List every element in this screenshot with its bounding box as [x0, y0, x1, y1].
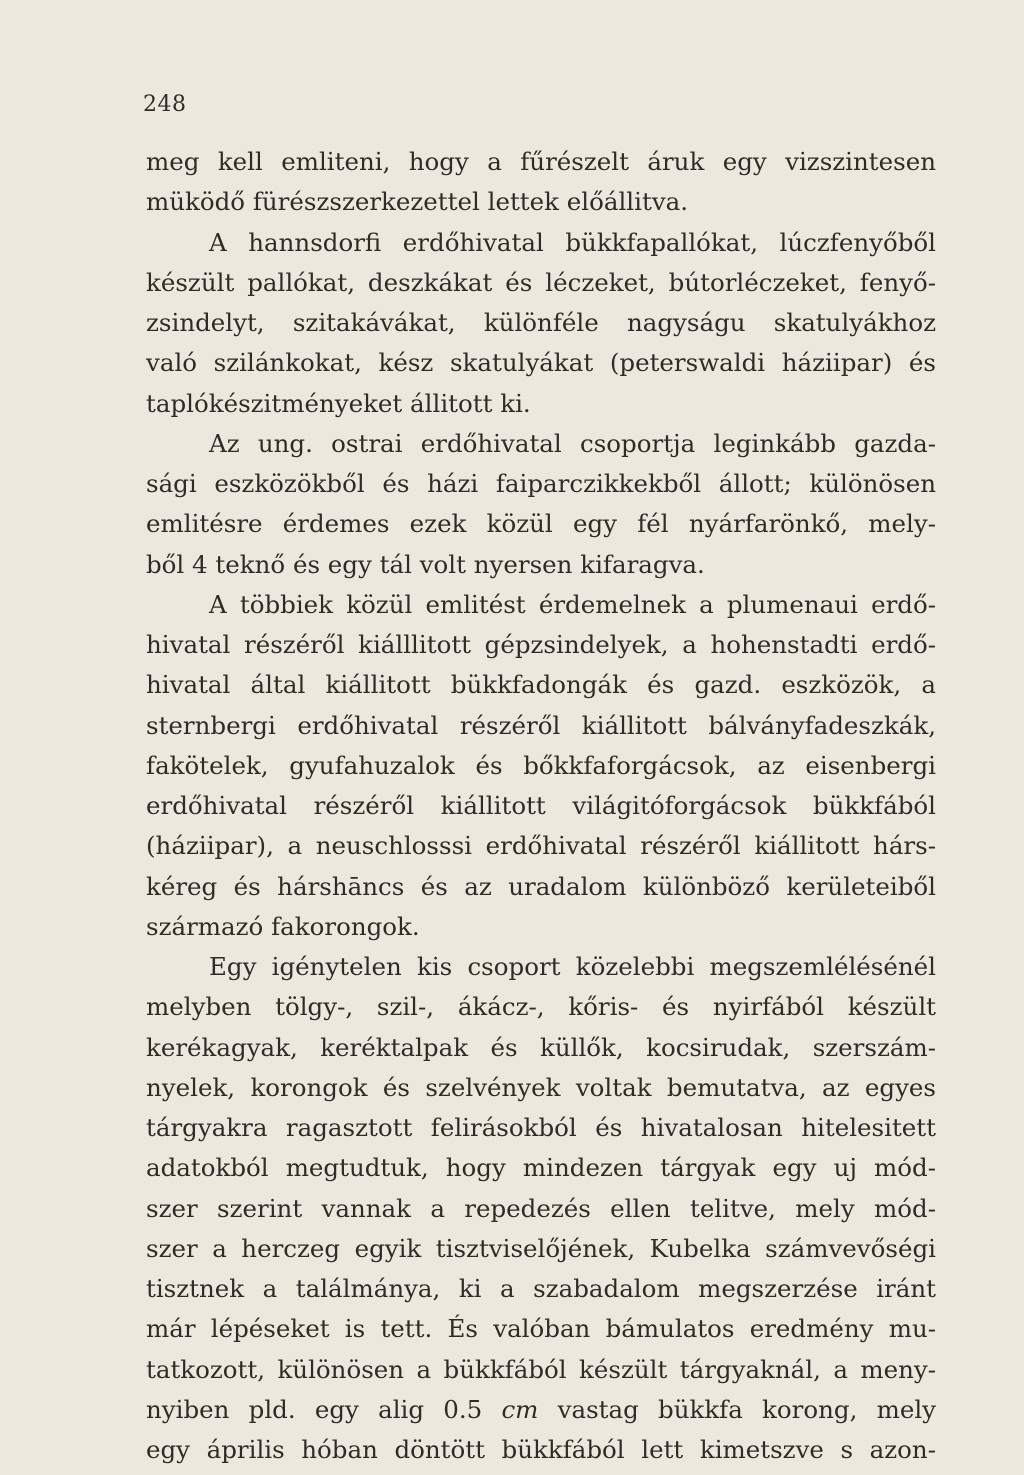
- text-line: (háziipar), a neuschlosssi erdőhivatal részéről kiállitott hárs-: [146, 831, 936, 861]
- text-line: hivatal által kiállitott bükkfadongák és gazd. eszközök, a: [146, 670, 936, 700]
- text-line: A hannsdorfi erdőhivatal bükkfapallókat, lúczfenyőből: [209, 227, 936, 257]
- text-line: hivatal részéről kiálllitott gépzsindelyek, a hohenstadti erdő-: [146, 630, 936, 659]
- text-line: A többiek közül emlitést érdemelnek a plumenaui erdő-: [209, 589, 936, 619]
- text-line: ből 4 teknő és egy tál volt nyersen kifaragva.: [146, 549, 705, 579]
- text-line: tisztnek a találmánya, ki a szabadalom megszerzése iránt: [146, 1274, 936, 1303]
- text-line: meg kell emliteni, hogy a fűrészelt áruk egy vizszintesen: [146, 147, 936, 176]
- text-line: már lépéseket is tett. És valóban bámulatos eredmény mu-: [146, 1314, 936, 1344]
- text-line: müködő fürészszerkezettel lettek előállitva.: [146, 187, 689, 217]
- text-line: Az ung. ostrai erdőhivatal csoportja leginkább gazda-: [209, 428, 936, 458]
- text-line: kéreg és hárshāncs és az uradalom különböző kerületeiből: [146, 871, 936, 901]
- text-line: szer szerint vannak a repedezés ellen telitve, mely mód-: [146, 1193, 936, 1223]
- text-line: adatokból megtudtuk, hogy mindezen tárgyak egy uj mód-: [146, 1153, 936, 1183]
- text-line: Egy igénytelen kis csoport közelebbi megszemlélésénél: [209, 952, 936, 981]
- text-line: melyben tölgy-, szil-, ákácz-, kőris- és nyirfából készült: [146, 992, 936, 1022]
- text-line: tatkozott, különösen a bükkfából készült tárgyaknál, a meny-: [146, 1354, 936, 1384]
- text-line: fakötelek, gyufahuzalok és bőkkfaforgácsok, az eisenbergi: [146, 750, 936, 780]
- text-segment: vastag bükkfa korong, mely: [538, 1394, 936, 1424]
- text-line: kerékagyak, keréktalpak és küllők, kocsirudak, szerszám-: [146, 1032, 936, 1062]
- text-line: nyelek, korongok és szelvények voltak bemutatva, az egyes: [146, 1072, 936, 1102]
- unit-italic: cm: [501, 1394, 539, 1424]
- text-line: taplókészitményeket állitott ki.: [146, 388, 531, 418]
- text-line: erdőhivatal részéről kiállitott világitóforgácsok bükkfából: [146, 791, 936, 820]
- text-line: készült pallókat, deszkákat és léczeket, bútorléczeket, fenyő-: [146, 267, 936, 297]
- text-line: zsindelyt, szitakávákat, különféle nagyságu skatulyákhoz: [146, 308, 936, 337]
- text-segment: nyiben pld. egy alig 0.5: [146, 1394, 502, 1424]
- page-number: 248: [143, 92, 187, 117]
- text-line: egy április hóban döntött bükkfából lett kimetszve s azon-: [146, 1435, 936, 1464]
- text-line: származó fakorongok.: [146, 911, 420, 941]
- text-line: tárgyakra ragasztott felirásokból és hivatalosan hitelesitett: [146, 1113, 936, 1142]
- text-line: szer a herczeg egyik tisztviselőjének, Kubelka számvevőségi: [146, 1233, 936, 1263]
- text-line: sági eszközökből és házi faiparczikkekből állott; különösen: [146, 469, 936, 498]
- text-line: emlitésre érdemes ezek közül egy fél nyárfarönkő, mely-: [146, 509, 936, 539]
- text-line-with-unit: [146, 1390, 936, 1430]
- text-line: sternbergi erdőhivatal részéről kiállitott bálványfadeszkák,: [146, 710, 936, 740]
- body-text: [146, 142, 936, 1470]
- text-line: való szilánkokat, kész skatulyákat (peterswaldi háziipar) és: [146, 348, 936, 378]
